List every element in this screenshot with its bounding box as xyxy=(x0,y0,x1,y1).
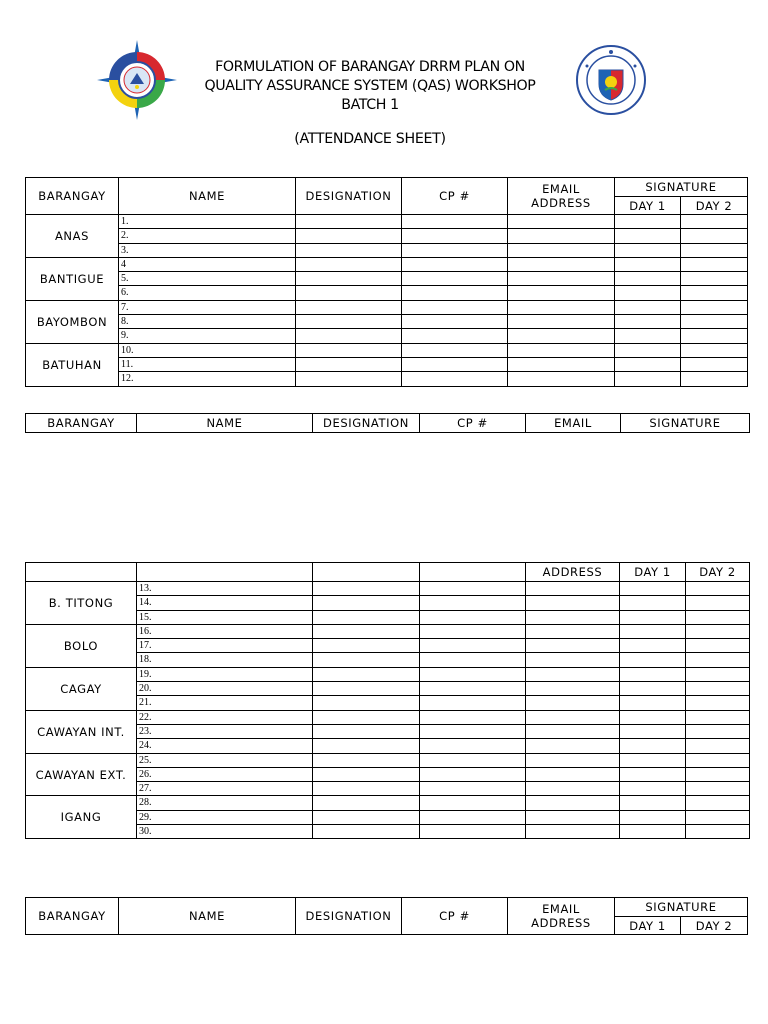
attendance-table-3 xyxy=(25,562,750,839)
day1-signature-cell[interactable] xyxy=(620,739,686,753)
day1-signature-cell[interactable] xyxy=(620,682,686,696)
day2-signature-cell[interactable] xyxy=(686,739,750,753)
name-cell[interactable]: 4 xyxy=(119,257,296,271)
col-name: NAME xyxy=(137,414,313,433)
name-cell[interactable]: 22. xyxy=(137,710,313,724)
cp-cell[interactable] xyxy=(420,582,526,596)
attendance-table-1-body xyxy=(26,215,748,387)
designation-cell[interactable] xyxy=(296,343,402,357)
col-day2: DAY 2 xyxy=(681,197,748,215)
name-cell[interactable]: 8. xyxy=(119,315,296,329)
col-designation: DESIGNATION xyxy=(296,898,402,935)
table-row xyxy=(26,300,748,314)
name-cell[interactable]: 6. xyxy=(119,286,296,300)
cp-cell[interactable] xyxy=(420,682,526,696)
designation-cell[interactable] xyxy=(313,624,420,638)
cp-cell[interactable] xyxy=(402,286,508,300)
col-signature: SIGNATURE xyxy=(615,178,748,197)
day2-signature-cell[interactable] xyxy=(686,610,750,624)
day1-signature-cell[interactable] xyxy=(620,624,686,638)
cp-cell[interactable] xyxy=(420,696,526,710)
email-cell[interactable] xyxy=(508,257,615,271)
name-cell[interactable]: 29. xyxy=(137,810,313,824)
day2-signature-cell[interactable] xyxy=(681,272,748,286)
name-cell[interactable]: 3. xyxy=(119,243,296,257)
email-cell[interactable] xyxy=(508,315,615,329)
day2-signature-cell[interactable] xyxy=(686,639,750,653)
day2-signature-cell[interactable] xyxy=(686,810,750,824)
name-cell[interactable]: 7. xyxy=(119,300,296,314)
cp-cell[interactable] xyxy=(420,653,526,667)
name-cell[interactable]: 21. xyxy=(137,696,313,710)
designation-cell[interactable] xyxy=(296,315,402,329)
day2-signature-cell[interactable] xyxy=(686,696,750,710)
barangay-cell: ANAS xyxy=(26,215,119,258)
designation-cell[interactable] xyxy=(296,329,402,343)
day1-signature-cell[interactable] xyxy=(620,639,686,653)
email-cell[interactable] xyxy=(526,753,620,767)
day2-signature-cell[interactable] xyxy=(686,653,750,667)
city-seal-logo xyxy=(575,44,647,116)
table-row xyxy=(26,753,750,767)
name-cell[interactable]: 24. xyxy=(137,739,313,753)
designation-cell[interactable] xyxy=(313,667,420,681)
table-row xyxy=(26,315,748,329)
barangay-cell: CAWAYAN INT. xyxy=(26,710,137,753)
col-barangay-empty xyxy=(26,563,137,582)
email-cell[interactable] xyxy=(526,610,620,624)
cp-cell[interactable] xyxy=(402,229,508,243)
attendance-table-3-body xyxy=(26,582,750,839)
designation-cell[interactable] xyxy=(296,243,402,257)
day2-signature-cell[interactable] xyxy=(681,286,748,300)
designation-cell[interactable] xyxy=(313,753,420,767)
designation-cell[interactable] xyxy=(296,300,402,314)
col-cp-empty xyxy=(420,563,526,582)
day2-signature-cell[interactable] xyxy=(686,582,750,596)
table-row xyxy=(26,372,748,386)
title-line-3: BATCH 1 xyxy=(341,97,399,113)
cp-cell[interactable] xyxy=(402,272,508,286)
email-cell[interactable] xyxy=(508,272,615,286)
cp-cell[interactable] xyxy=(402,343,508,357)
email-cell[interactable] xyxy=(526,624,620,638)
name-cell[interactable]: 13. xyxy=(137,582,313,596)
designation-cell[interactable] xyxy=(313,767,420,781)
email-cell[interactable] xyxy=(526,596,620,610)
day2-signature-cell[interactable] xyxy=(686,596,750,610)
day1-signature-cell[interactable] xyxy=(620,667,686,681)
designation-cell[interactable] xyxy=(313,696,420,710)
cp-cell[interactable] xyxy=(420,825,526,839)
name-cell[interactable]: 28. xyxy=(137,796,313,810)
document-subtitle: (ATTENDANCE SHEET) xyxy=(294,131,446,147)
address-label: ADDRESS xyxy=(531,916,591,930)
email-cell[interactable] xyxy=(526,796,620,810)
title-line-2: QUALITY ASSURANCE SYSTEM (QAS) WORKSHOP xyxy=(204,78,536,94)
day2-signature-cell[interactable] xyxy=(686,767,750,781)
cp-cell[interactable] xyxy=(402,372,508,386)
barangay-cell: BATUHAN xyxy=(26,343,119,386)
designation-cell[interactable] xyxy=(313,796,420,810)
col-designation: DESIGNATION xyxy=(296,178,402,215)
barangay-cell: BOLO xyxy=(26,624,137,667)
day2-signature-cell[interactable] xyxy=(681,329,748,343)
barangay-cell: BANTIGUE xyxy=(26,257,119,300)
email-cell[interactable] xyxy=(526,825,620,839)
document-title xyxy=(170,58,570,115)
designation-cell[interactable] xyxy=(313,825,420,839)
table-row xyxy=(26,257,748,271)
day1-signature-cell[interactable] xyxy=(615,272,681,286)
designation-cell[interactable] xyxy=(313,639,420,653)
designation-cell[interactable] xyxy=(313,739,420,753)
day1-signature-cell[interactable] xyxy=(620,753,686,767)
name-cell[interactable]: 19. xyxy=(137,667,313,681)
col-day2: DAY 2 xyxy=(681,917,748,935)
day1-signature-cell[interactable] xyxy=(620,767,686,781)
day1-signature-cell[interactable] xyxy=(620,724,686,738)
cp-cell[interactable] xyxy=(420,782,526,796)
day1-signature-cell[interactable] xyxy=(615,229,681,243)
table-row xyxy=(26,272,748,286)
day2-signature-cell[interactable] xyxy=(686,825,750,839)
designation-cell[interactable] xyxy=(296,286,402,300)
name-cell[interactable]: 30. xyxy=(137,825,313,839)
day1-signature-cell[interactable] xyxy=(620,596,686,610)
email-cell[interactable] xyxy=(526,710,620,724)
col-designation-empty xyxy=(313,563,420,582)
col-name: NAME xyxy=(119,898,296,935)
cp-cell[interactable] xyxy=(420,810,526,824)
email-cell[interactable] xyxy=(508,243,615,257)
designation-cell[interactable] xyxy=(313,682,420,696)
table-row xyxy=(26,329,748,343)
table-row xyxy=(26,243,748,257)
col-cp: CP # xyxy=(402,178,508,215)
attendance-table-2-header xyxy=(25,413,750,433)
designation-cell[interactable] xyxy=(313,582,420,596)
email-cell[interactable] xyxy=(526,782,620,796)
day1-signature-cell[interactable] xyxy=(615,343,681,357)
cp-cell[interactable] xyxy=(420,667,526,681)
barangay-cell: BAYOMBON xyxy=(26,300,119,343)
name-cell[interactable]: 26. xyxy=(137,767,313,781)
cp-cell[interactable] xyxy=(420,796,526,810)
day2-signature-cell[interactable] xyxy=(686,710,750,724)
cp-cell[interactable] xyxy=(402,257,508,271)
title-line-1: FORMULATION OF BARANGAY DRRM PLAN ON xyxy=(215,59,525,75)
designation-cell[interactable] xyxy=(296,357,402,371)
email-cell[interactable] xyxy=(526,582,620,596)
cp-cell[interactable] xyxy=(420,624,526,638)
email-cell[interactable] xyxy=(526,739,620,753)
col-signature: SIGNATURE xyxy=(615,898,748,917)
designation-cell[interactable] xyxy=(296,215,402,229)
table-row xyxy=(26,286,748,300)
email-cell[interactable] xyxy=(526,767,620,781)
designation-cell[interactable] xyxy=(296,257,402,271)
name-cell[interactable]: 16. xyxy=(137,624,313,638)
day2-signature-cell[interactable] xyxy=(681,315,748,329)
col-name-empty xyxy=(137,563,313,582)
day2-signature-cell[interactable] xyxy=(681,300,748,314)
name-cell[interactable]: 11. xyxy=(119,357,296,371)
table-row xyxy=(26,710,750,724)
email-cell[interactable] xyxy=(508,286,615,300)
drrm-logo xyxy=(97,40,177,120)
col-email: EMAIL xyxy=(526,414,621,433)
attendance-table-1 xyxy=(25,177,748,387)
table-row xyxy=(26,357,748,371)
name-cell[interactable]: 27. xyxy=(137,782,313,796)
cp-cell[interactable] xyxy=(420,710,526,724)
col-day2: DAY 2 xyxy=(686,563,750,582)
cp-cell[interactable] xyxy=(420,739,526,753)
designation-cell[interactable] xyxy=(313,810,420,824)
day2-signature-cell[interactable] xyxy=(686,724,750,738)
designation-cell[interactable] xyxy=(313,610,420,624)
cp-cell[interactable] xyxy=(420,767,526,781)
address-label: ADDRESS xyxy=(531,196,591,210)
email-cell[interactable] xyxy=(508,329,615,343)
cp-cell[interactable] xyxy=(420,596,526,610)
table-row xyxy=(26,796,750,810)
table-row xyxy=(26,582,750,596)
day1-signature-cell[interactable] xyxy=(615,300,681,314)
day2-signature-cell[interactable] xyxy=(686,667,750,681)
barangay-cell: IGANG xyxy=(26,796,137,839)
email-label: EMAIL xyxy=(542,902,580,916)
cp-cell[interactable] xyxy=(420,753,526,767)
day1-signature-cell[interactable] xyxy=(620,825,686,839)
day1-signature-cell[interactable] xyxy=(620,782,686,796)
cp-cell[interactable] xyxy=(402,357,508,371)
cp-cell[interactable] xyxy=(402,329,508,343)
day1-signature-cell[interactable] xyxy=(620,653,686,667)
barangay-cell: CAGAY xyxy=(26,667,137,710)
day1-signature-cell[interactable] xyxy=(615,315,681,329)
day1-signature-cell[interactable] xyxy=(620,582,686,596)
day1-signature-cell[interactable] xyxy=(620,610,686,624)
email-cell[interactable] xyxy=(508,215,615,229)
day1-signature-cell[interactable] xyxy=(620,696,686,710)
col-cp: CP # xyxy=(420,414,526,433)
day2-signature-cell[interactable] xyxy=(681,372,748,386)
barangay-cell: CAWAYAN EXT. xyxy=(26,753,137,796)
day2-signature-cell[interactable] xyxy=(681,343,748,357)
table-row xyxy=(26,215,748,229)
name-cell[interactable]: 2. xyxy=(119,229,296,243)
day2-signature-cell[interactable] xyxy=(686,624,750,638)
cp-cell[interactable] xyxy=(402,215,508,229)
col-day1: DAY 1 xyxy=(615,917,681,935)
designation-cell[interactable] xyxy=(313,596,420,610)
day1-signature-cell[interactable] xyxy=(615,257,681,271)
attendance-table-4-header xyxy=(25,897,748,935)
designation-cell[interactable] xyxy=(313,782,420,796)
day1-signature-cell[interactable] xyxy=(615,357,681,371)
name-cell[interactable]: 18. xyxy=(137,653,313,667)
col-designation: DESIGNATION xyxy=(313,414,420,433)
name-cell[interactable]: 1. xyxy=(119,215,296,229)
day2-signature-cell[interactable] xyxy=(686,796,750,810)
day1-signature-cell[interactable] xyxy=(615,329,681,343)
col-signature: SIGNATURE xyxy=(621,414,750,433)
email-cell[interactable] xyxy=(526,810,620,824)
email-cell[interactable] xyxy=(526,653,620,667)
email-cell[interactable] xyxy=(526,639,620,653)
col-address: ADDRESS xyxy=(526,563,620,582)
col-barangay: BARANGAY xyxy=(26,898,119,935)
email-cell[interactable] xyxy=(508,300,615,314)
col-barangay: BARANGAY xyxy=(26,178,119,215)
day1-signature-cell[interactable] xyxy=(620,710,686,724)
email-label: EMAIL xyxy=(542,182,580,196)
name-cell[interactable]: 23. xyxy=(137,724,313,738)
designation-cell[interactable] xyxy=(296,272,402,286)
day1-signature-cell[interactable] xyxy=(615,286,681,300)
col-day1: DAY 1 xyxy=(620,563,686,582)
table-row xyxy=(26,624,750,638)
name-cell[interactable]: 5. xyxy=(119,272,296,286)
name-cell[interactable]: 20. xyxy=(137,682,313,696)
cp-cell[interactable] xyxy=(402,243,508,257)
day2-signature-cell[interactable] xyxy=(686,782,750,796)
col-cp: CP # xyxy=(402,898,508,935)
email-cell[interactable] xyxy=(526,682,620,696)
email-cell[interactable] xyxy=(526,667,620,681)
col-name: NAME xyxy=(119,178,296,215)
cp-cell[interactable] xyxy=(420,610,526,624)
col-barangay: BARANGAY xyxy=(26,414,137,433)
col-email-address xyxy=(508,178,615,215)
barangay-cell: B. TITONG xyxy=(26,582,137,625)
name-cell[interactable]: 9. xyxy=(119,329,296,343)
designation-cell[interactable] xyxy=(313,653,420,667)
cp-cell[interactable] xyxy=(402,315,508,329)
name-cell[interactable]: 10. xyxy=(119,343,296,357)
day2-signature-cell[interactable] xyxy=(686,682,750,696)
col-day1: DAY 1 xyxy=(615,197,681,215)
day1-signature-cell[interactable] xyxy=(620,796,686,810)
day2-signature-cell[interactable] xyxy=(681,357,748,371)
day2-signature-cell[interactable] xyxy=(681,229,748,243)
day1-signature-cell[interactable] xyxy=(620,810,686,824)
day2-signature-cell[interactable] xyxy=(681,257,748,271)
name-cell[interactable]: 15. xyxy=(137,610,313,624)
day1-signature-cell[interactable] xyxy=(615,215,681,229)
day1-signature-cell[interactable] xyxy=(615,243,681,257)
day2-signature-cell[interactable] xyxy=(681,243,748,257)
email-cell[interactable] xyxy=(526,696,620,710)
table-row xyxy=(26,343,748,357)
name-cell[interactable]: 12. xyxy=(119,372,296,386)
cp-cell[interactable] xyxy=(402,300,508,314)
email-cell[interactable] xyxy=(526,724,620,738)
day2-signature-cell[interactable] xyxy=(681,215,748,229)
col-email-address xyxy=(508,898,615,935)
designation-cell[interactable] xyxy=(296,372,402,386)
day1-signature-cell[interactable] xyxy=(615,372,681,386)
email-cell[interactable] xyxy=(508,372,615,386)
email-cell[interactable] xyxy=(508,343,615,357)
table-row xyxy=(26,667,750,681)
day2-signature-cell[interactable] xyxy=(686,753,750,767)
designation-cell[interactable] xyxy=(313,710,420,724)
cp-cell[interactable] xyxy=(420,639,526,653)
name-cell[interactable]: 14. xyxy=(137,596,313,610)
name-cell[interactable]: 25. xyxy=(137,753,313,767)
email-cell[interactable] xyxy=(508,229,615,243)
name-cell[interactable]: 17. xyxy=(137,639,313,653)
designation-cell[interactable] xyxy=(296,229,402,243)
cp-cell[interactable] xyxy=(420,724,526,738)
designation-cell[interactable] xyxy=(313,724,420,738)
table-row xyxy=(26,229,748,243)
email-cell[interactable] xyxy=(508,357,615,371)
